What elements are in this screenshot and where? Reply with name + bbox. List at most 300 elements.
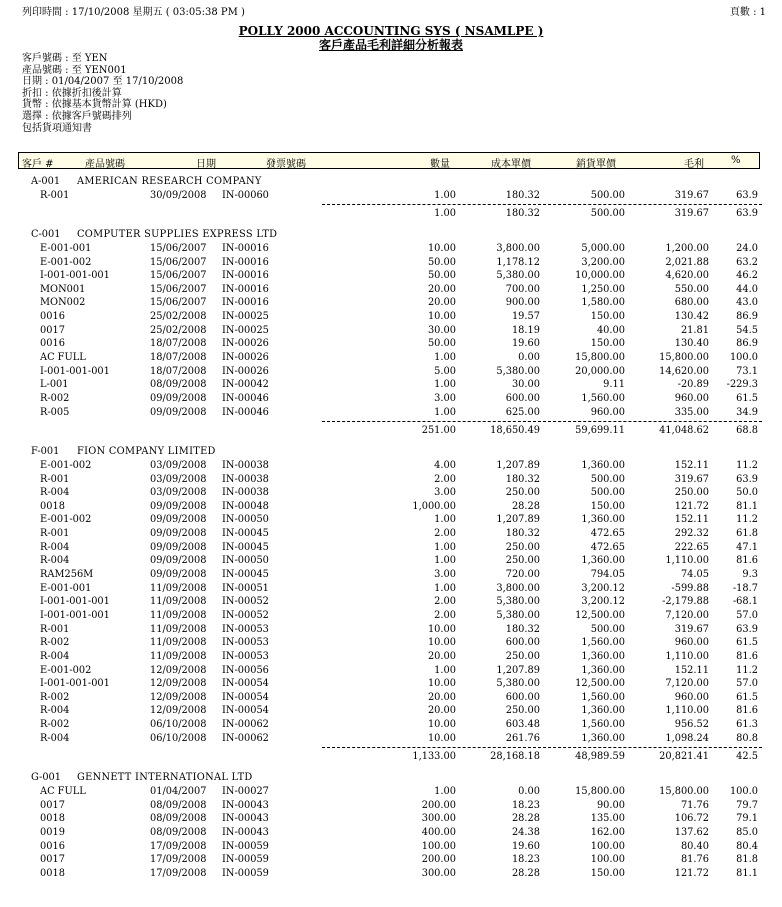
profit-cell: 7,120.00 [665, 609, 709, 621]
subtotal-pct-cell: 68.8 [736, 425, 758, 437]
qty-cell: 2.00 [434, 609, 456, 621]
invoice-cell: IN-00053 [222, 637, 269, 649]
table-row [0, 406, 782, 420]
qty-cell: 30.00 [427, 324, 456, 336]
cost-cell: 18.23 [511, 854, 540, 866]
price-cell: 162.00 [590, 826, 625, 838]
table-row [0, 691, 782, 705]
table-row [0, 840, 782, 854]
profit-cell: 960.00 [674, 392, 709, 404]
price-cell: 15,800.00 [575, 785, 625, 797]
price-cell: 472.65 [590, 528, 625, 540]
profit-cell: 14,620.00 [659, 365, 709, 377]
invoice-cell: IN-00050 [222, 514, 269, 526]
price-cell: 12,500.00 [575, 678, 625, 690]
price-cell: 500.00 [590, 473, 625, 485]
qty-cell: 20.00 [427, 691, 456, 703]
pct-cell: 79.7 [736, 799, 758, 811]
table-row [0, 718, 782, 732]
table-row [0, 785, 782, 799]
qty-cell: 50.00 [427, 270, 456, 282]
price-cell: 1,360.00 [581, 459, 625, 471]
invoice-cell: IN-00026 [222, 365, 269, 377]
table-row [0, 650, 782, 664]
pct-cell: 63.9 [736, 473, 758, 485]
cost-cell: 5,380.00 [496, 270, 540, 282]
cost-cell: 180.32 [505, 623, 540, 635]
table-row [0, 310, 782, 324]
date-cell: 15/06/2007 [150, 297, 207, 309]
invoice-cell: IN-00045 [222, 528, 269, 540]
price-cell: 1,560.00 [581, 392, 625, 404]
price-cell: 1,360.00 [581, 650, 625, 662]
product-code-cell: E-001-001 [40, 242, 92, 254]
table-row [0, 623, 782, 637]
pct-cell: 54.5 [736, 324, 758, 336]
cost-cell: 3,800.00 [496, 242, 540, 254]
qty-cell: 200.00 [421, 799, 456, 811]
table-row [0, 541, 782, 555]
pct-cell: 34.9 [736, 406, 758, 418]
price-cell: 960.00 [590, 406, 625, 418]
table-row [0, 473, 782, 487]
date-cell: 25/02/2008 [150, 324, 207, 336]
price-cell: 150.00 [590, 338, 625, 350]
subtotal-divider [322, 421, 762, 422]
product-code-cell: 0017 [40, 324, 65, 336]
pct-cell: 61.3 [736, 719, 758, 731]
date-cell: 18/07/2008 [150, 365, 207, 377]
pct-cell: 86.9 [736, 338, 758, 350]
customer-name: GENNETT INTERNATIONAL LTD [77, 772, 253, 784]
invoice-cell: IN-00025 [222, 311, 269, 323]
profit-cell: 222.65 [674, 541, 709, 553]
qty-cell: 2.00 [434, 596, 456, 608]
invoice-cell: IN-00042 [222, 379, 269, 391]
table-row [0, 337, 782, 351]
price-cell: 20,000.00 [575, 365, 625, 377]
pct-cell: 63.2 [736, 256, 758, 268]
subtotal-qty-cell: 251.00 [421, 425, 456, 437]
invoice-cell: IN-00059 [222, 867, 269, 879]
cost-cell: 261.76 [505, 732, 540, 744]
table-row [0, 392, 782, 406]
pct-cell: 81.8 [736, 854, 758, 866]
invoice-cell: IN-00054 [222, 705, 269, 717]
profit-cell: 319.67 [674, 473, 709, 485]
cost-cell: 28.28 [511, 500, 540, 512]
qty-cell: 20.00 [427, 705, 456, 717]
invoice-cell: IN-00053 [222, 650, 269, 662]
table-row [0, 256, 782, 270]
price-cell: 150.00 [590, 500, 625, 512]
table-row [0, 636, 782, 650]
pct-cell: 11.2 [736, 459, 758, 471]
qty-cell: 3.00 [434, 569, 456, 581]
cost-cell: 5,380.00 [496, 365, 540, 377]
product-code-cell: RAM256M [40, 569, 94, 581]
cost-cell: 1,178.12 [496, 256, 540, 268]
profit-cell: 121.72 [674, 500, 709, 512]
col-price: 銷貨單價 [576, 159, 616, 170]
price-cell: 1,250.00 [581, 283, 625, 295]
qty-cell: 1.00 [434, 379, 456, 391]
product-code-cell: 0016 [40, 338, 65, 350]
qty-cell: 10.00 [427, 637, 456, 649]
date-cell: 01/04/2007 [150, 785, 207, 797]
product-code-cell: I-001-001-001 [40, 365, 110, 377]
qty-cell: 50.00 [427, 256, 456, 268]
cost-cell: 603.48 [505, 719, 540, 731]
pct-cell: 86.9 [736, 311, 758, 323]
cost-cell: 180.32 [505, 528, 540, 540]
param-discount: 折扣 : 依據折扣後計算 [22, 87, 122, 99]
col-invoice: 發票號碼 [266, 159, 306, 170]
cost-cell: 18.23 [511, 799, 540, 811]
price-cell: 3,200.12 [581, 582, 625, 594]
pct-cell: 81.6 [736, 650, 758, 662]
date-cell: 03/09/2008 [150, 459, 207, 471]
subtotal-qty-cell: 1.00 [434, 208, 456, 220]
cost-cell: 250.00 [505, 487, 540, 499]
profit-cell: 81.76 [680, 854, 709, 866]
pct-cell: 44.0 [736, 283, 758, 295]
date-cell: 09/09/2008 [150, 392, 207, 404]
product-code-cell: MON002 [40, 297, 86, 309]
date-cell: 09/09/2008 [150, 541, 207, 553]
product-code-cell: R-002 [40, 637, 70, 649]
param-include: 包括貨項通知書 [22, 122, 92, 134]
qty-cell: 1.00 [434, 582, 456, 594]
cost-cell: 1,207.89 [496, 664, 540, 676]
date-cell: 09/09/2008 [150, 569, 207, 581]
customer-name: FION COMPANY LIMITED [77, 446, 216, 458]
qty-cell: 2.00 [434, 528, 456, 540]
price-cell: 1,360.00 [581, 555, 625, 567]
invoice-cell: IN-00059 [222, 840, 269, 852]
profit-cell: 152.11 [674, 664, 709, 676]
table-row [0, 867, 782, 881]
price-cell: 9.11 [603, 379, 625, 391]
qty-cell: 2.00 [434, 473, 456, 485]
profit-cell: 680.00 [674, 297, 709, 309]
invoice-cell: IN-00045 [222, 541, 269, 553]
param-product: 產品號碼 : 至 YEN001 [22, 64, 127, 76]
qty-cell: 1.00 [434, 352, 456, 364]
pct-cell: 80.8 [736, 732, 758, 744]
table-row [0, 269, 782, 283]
invoice-cell: IN-00016 [222, 270, 269, 282]
invoice-cell: IN-00056 [222, 664, 269, 676]
date-cell: 06/10/2008 [150, 719, 207, 731]
subtotal-profit-cell: 319.67 [674, 208, 709, 220]
date-cell: 09/09/2008 [150, 500, 207, 512]
date-cell: 11/09/2008 [150, 596, 207, 608]
product-code-cell: R-004 [40, 705, 70, 717]
product-code-cell: R-002 [40, 691, 70, 703]
pct-cell: -229.3 [726, 379, 758, 391]
table-row [0, 189, 782, 203]
invoice-cell: IN-00052 [222, 609, 269, 621]
product-code-cell: R-001 [40, 528, 70, 540]
invoice-cell: IN-00046 [222, 392, 269, 404]
cost-cell: 28.28 [511, 867, 540, 879]
pct-cell: 81.1 [736, 500, 758, 512]
price-cell: 15,800.00 [575, 352, 625, 364]
date-cell: 25/02/2008 [150, 311, 207, 323]
invoice-cell: IN-00016 [222, 256, 269, 268]
subtotal-profit-cell: 20,821.41 [659, 751, 709, 763]
pct-cell: 61.5 [736, 637, 758, 649]
price-cell: 12,500.00 [575, 609, 625, 621]
pct-cell: 73.1 [736, 365, 758, 377]
cost-cell: 0.00 [518, 352, 540, 364]
param-customer: 客戶號碼 : 至 YEN [22, 53, 108, 64]
customer-group-header [0, 228, 782, 242]
table-row [0, 527, 782, 541]
date-cell: 11/09/2008 [150, 623, 207, 635]
qty-cell: 10.00 [427, 732, 456, 744]
profit-cell: 152.11 [674, 514, 709, 526]
price-cell: 1,360.00 [581, 664, 625, 676]
profit-cell: 250.00 [674, 487, 709, 499]
col-customer: 客戶 # [22, 159, 54, 170]
table-row [0, 283, 782, 297]
product-code-cell: R-002 [40, 719, 70, 731]
cost-cell: 1,207.89 [496, 459, 540, 471]
invoice-cell: IN-00025 [222, 324, 269, 336]
product-code-cell: E-001-001 [40, 582, 92, 594]
table-row [0, 568, 782, 582]
report-parameters [22, 53, 183, 134]
product-code-cell: 0018 [40, 813, 65, 825]
profit-cell: 319.67 [674, 189, 709, 201]
invoice-cell: IN-00060 [222, 189, 269, 201]
price-cell: 1,560.00 [581, 691, 625, 703]
pct-cell: 11.2 [736, 664, 758, 676]
qty-cell: 5.00 [434, 365, 456, 377]
subtotal-divider [322, 204, 762, 205]
pct-cell: 100.0 [729, 352, 758, 364]
customer-name: AMERICAN RESEARCH COMPANY [77, 176, 262, 187]
qty-cell: 10.00 [427, 623, 456, 635]
table-row [0, 500, 782, 514]
cost-cell: 1,207.89 [496, 514, 540, 526]
profit-cell: 71.76 [680, 799, 709, 811]
invoice-cell: IN-00038 [222, 487, 269, 499]
profit-cell: 152.11 [674, 459, 709, 471]
product-code-cell: AC FULL [40, 785, 86, 797]
pct-cell: 50.0 [736, 487, 758, 499]
table-row [0, 486, 782, 500]
table-row [0, 826, 782, 840]
pct-cell: -18.7 [732, 582, 758, 594]
subtotal-row [0, 745, 782, 767]
subtotal-divider [322, 747, 762, 748]
cost-cell: 19.57 [511, 311, 540, 323]
product-code-cell: R-001 [40, 623, 70, 635]
qty-cell: 3.00 [434, 392, 456, 404]
date-cell: 08/09/2008 [150, 813, 207, 825]
invoice-cell: IN-00050 [222, 555, 269, 567]
invoice-cell: IN-00053 [222, 623, 269, 635]
pct-cell: 24.0 [736, 242, 758, 254]
table-row [0, 351, 782, 365]
table-row [0, 853, 782, 867]
profit-cell: 130.42 [674, 311, 709, 323]
profit-cell: 15,800.00 [659, 785, 709, 797]
date-cell: 30/09/2008 [150, 189, 207, 201]
pct-cell: 11.2 [736, 514, 758, 526]
qty-cell: 1.00 [434, 514, 456, 526]
qty-cell: 1.00 [434, 541, 456, 553]
pct-cell: 61.8 [736, 528, 758, 540]
price-cell: 500.00 [590, 189, 625, 201]
cost-cell: 600.00 [505, 637, 540, 649]
date-cell: 12/09/2008 [150, 705, 207, 717]
cost-cell: 900.00 [505, 297, 540, 309]
qty-cell: 300.00 [421, 867, 456, 879]
cost-cell: 600.00 [505, 392, 540, 404]
product-code-cell: R-001 [40, 189, 70, 201]
table-row [0, 513, 782, 527]
product-code-cell: 0018 [40, 867, 65, 879]
col-pct: % [731, 155, 741, 166]
col-cost: 成本單價 [491, 159, 531, 170]
subtotal-qty-cell: 1,133.00 [412, 751, 456, 763]
invoice-cell: IN-00026 [222, 338, 269, 350]
customer-id: C-001 [31, 229, 61, 241]
price-cell: 100.00 [590, 854, 625, 866]
pct-cell: 100.0 [729, 785, 758, 797]
qty-cell: 1.00 [434, 555, 456, 567]
date-cell: 15/06/2007 [150, 256, 207, 268]
qty-cell: 3.00 [434, 487, 456, 499]
price-cell: 1,560.00 [581, 719, 625, 731]
invoice-cell: IN-00062 [222, 719, 269, 731]
price-cell: 472.65 [590, 541, 625, 553]
cost-cell: 625.00 [505, 406, 540, 418]
product-code-cell: E-001-002 [40, 514, 92, 526]
customer-group-header [0, 771, 782, 785]
profit-cell: 2,021.88 [665, 256, 709, 268]
subtotal-row [0, 202, 782, 224]
subtotal-row [0, 419, 782, 441]
date-cell: 03/09/2008 [150, 487, 207, 499]
cost-cell: 720.00 [505, 569, 540, 581]
invoice-cell: IN-00046 [222, 406, 269, 418]
product-code-cell: R-005 [40, 406, 70, 418]
profit-cell: 7,120.00 [665, 678, 709, 690]
table-row [0, 704, 782, 718]
price-cell: 1,580.00 [581, 297, 625, 309]
qty-cell: 10.00 [427, 242, 456, 254]
profit-cell: 21.81 [680, 324, 709, 336]
profit-cell: 137.62 [674, 826, 709, 838]
subtotal-cost-cell: 180.32 [505, 208, 540, 220]
table-row [0, 609, 782, 623]
profit-cell: 15,800.00 [659, 352, 709, 364]
invoice-cell: IN-00054 [222, 691, 269, 703]
date-cell: 17/09/2008 [150, 854, 207, 866]
pct-cell: 46.2 [736, 270, 758, 282]
product-code-cell: R-004 [40, 555, 70, 567]
product-code-cell: I-001-001-001 [40, 678, 110, 690]
date-cell: 11/09/2008 [150, 609, 207, 621]
date-cell: 18/07/2008 [150, 338, 207, 350]
price-cell: 10,000.00 [575, 270, 625, 282]
subtotal-cost-cell: 28,168.18 [490, 751, 540, 763]
invoice-cell: IN-00016 [222, 283, 269, 295]
price-cell: 794.05 [590, 569, 625, 581]
print-time: 列印時間 : 17/10/2008 星期五 ( 03:05:38 PM ) [22, 7, 245, 18]
invoice-cell: IN-00043 [222, 799, 269, 811]
product-code-cell: E-001-002 [40, 256, 92, 268]
profit-cell: 130.40 [674, 338, 709, 350]
profit-cell: 1,200.00 [665, 242, 709, 254]
profit-cell: 74.05 [680, 569, 709, 581]
product-code-cell: 0017 [40, 854, 65, 866]
price-cell: 1,360.00 [581, 514, 625, 526]
cost-cell: 250.00 [505, 541, 540, 553]
subtotal-profit-cell: 41,048.62 [659, 425, 709, 437]
invoice-cell: IN-00045 [222, 569, 269, 581]
invoice-cell: IN-00016 [222, 242, 269, 254]
table-row [0, 732, 782, 746]
cost-cell: 250.00 [505, 705, 540, 717]
subtotal-cost-cell: 18,650.49 [490, 425, 540, 437]
invoice-cell: IN-00038 [222, 459, 269, 471]
qty-cell: 300.00 [421, 813, 456, 825]
qty-cell: 1.00 [434, 785, 456, 797]
invoice-cell: IN-00052 [222, 596, 269, 608]
invoice-cell: IN-00062 [222, 732, 269, 744]
invoice-cell: IN-00026 [222, 352, 269, 364]
pct-cell: 57.0 [736, 609, 758, 621]
subtotal-price-cell: 59,699.11 [575, 425, 625, 437]
cost-cell: 5,380.00 [496, 678, 540, 690]
table-row [0, 582, 782, 596]
profit-cell: -599.88 [671, 582, 709, 594]
date-cell: 12/09/2008 [150, 678, 207, 690]
pct-cell: 85.0 [736, 826, 758, 838]
date-cell: 08/09/2008 [150, 379, 207, 391]
pct-cell: 80.4 [736, 840, 758, 852]
date-cell: 15/06/2007 [150, 283, 207, 295]
profit-cell: 319.67 [674, 623, 709, 635]
pct-cell: 57.0 [736, 678, 758, 690]
profit-cell: 292.32 [674, 528, 709, 540]
product-code-cell: 0018 [40, 500, 65, 512]
report-title: POLLY 2000 ACCOUNTING SYS ( NSAMLPE ) [238, 24, 544, 38]
report-body [0, 175, 782, 880]
cost-cell: 19.60 [511, 840, 540, 852]
customer-group-header [0, 445, 782, 459]
param-date: 日期 : 01/04/2007 至 17/10/2008 [22, 76, 184, 88]
table-row [0, 459, 782, 473]
cost-cell: 180.32 [505, 189, 540, 201]
price-cell: 135.00 [590, 813, 625, 825]
price-cell: 500.00 [590, 623, 625, 635]
qty-cell: 10.00 [427, 719, 456, 731]
price-cell: 5,000.00 [581, 242, 625, 254]
product-code-cell: 0019 [40, 826, 65, 838]
pct-cell: 43.0 [736, 297, 758, 309]
profit-cell: 106.72 [674, 813, 709, 825]
product-code-cell: R-001 [40, 473, 70, 485]
date-cell: 09/09/2008 [150, 406, 207, 418]
cost-cell: 700.00 [505, 283, 540, 295]
